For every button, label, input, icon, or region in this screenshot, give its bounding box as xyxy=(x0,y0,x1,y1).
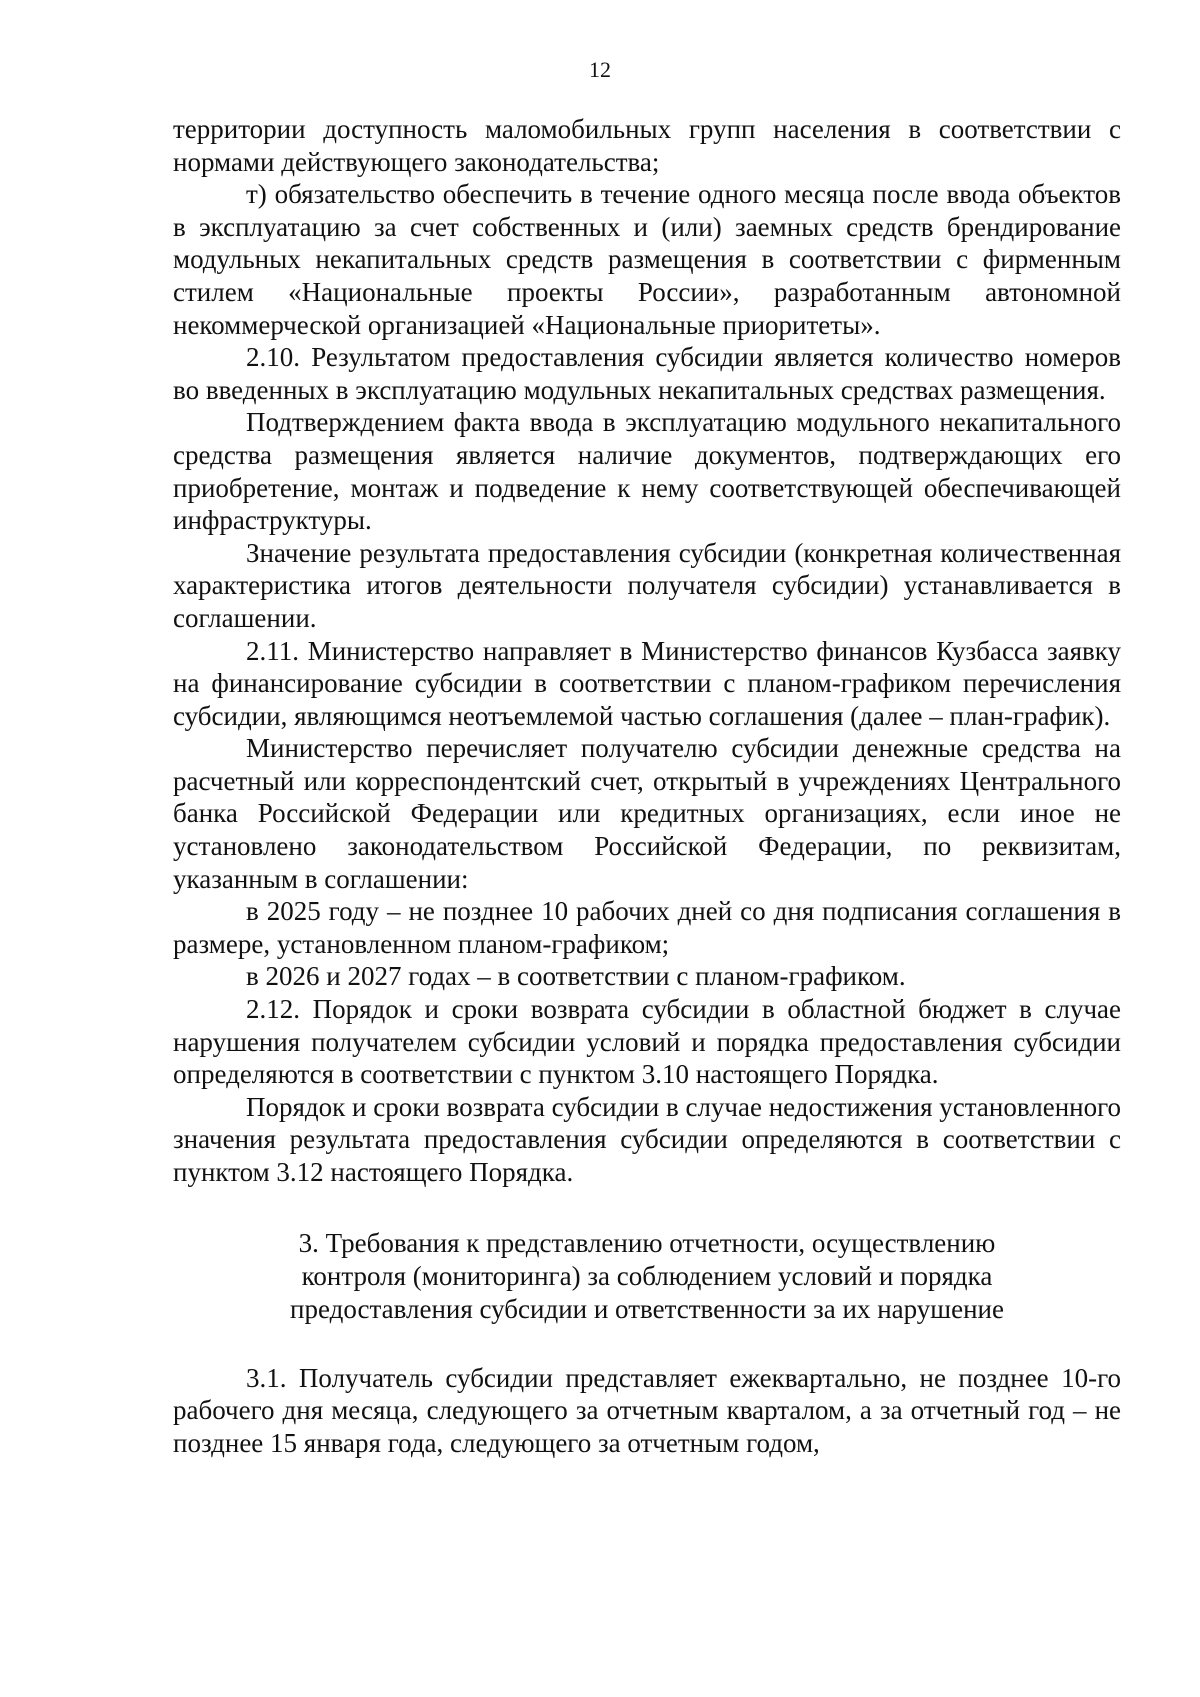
page-number: 12 xyxy=(589,57,611,82)
paragraph: Подтверждением факта ввода в эксплуатацию модульного некапитального средства размещения является наличие документов, подтверждающих его приобретение, монтаж и подведение к нему соответствующей обеспечивающей инфраструктуры. xyxy=(173,407,1121,536)
paragraph: в 2025 году – не позднее 10 рабочих дней со дня подписания соглашения в размере, установленном планом-графиком; xyxy=(173,896,1121,959)
section-heading-line: предоставления субсидии и ответственности за их нарушение xyxy=(290,1293,1004,1324)
paragraph: в 2026 и 2027 годах – в соответствии с планом-графиком. xyxy=(246,961,906,992)
document-body xyxy=(173,113,1121,1459)
section-heading-line: 3. Требования к представлению отчетности, осуществлению xyxy=(298,1227,996,1258)
section-heading xyxy=(173,1227,1121,1326)
section-heading-line: контроля (мониторинга) за соблюдением условий и порядка xyxy=(301,1260,993,1291)
paragraph: 3.1. Получатель субсидии представляет ежеквартально, не позднее 10-го рабочего дня месяца, следующего за отчетным кварталом, а за отчетный год – не позднее 15 января года, следующего за отчетным годом, xyxy=(173,1362,1121,1458)
paragraph: Значение результата предоставления субсидии (конкретная количественная характеристика итогов деятельности получателя субсидии) устанавливается в соглашении. xyxy=(173,537,1121,633)
paragraph: 2.11. Министерство направляет в Министерство финансов Кузбасса заявку на финансирование субсидии в соответствии с планом-графиком перечисления субсидии, являющимся неотъемлемой частью соглашения (далее – план-график). xyxy=(173,635,1121,731)
paragraph: т) обязательство обеспечить в течение одного месяца после ввода объектов в эксплуатацию за счет собственных и (или) заемных средств брендирование модульных некапитальных средств размещения в соответствии с фирменным стилем «Национальные проекты России», разработанным автономной некоммерческой организацией «Национальные приоритеты». xyxy=(173,179,1121,340)
paragraph: Порядок и сроки возврата субсидии в случае недостижения установленного значения результата предоставления субсидии определяются в соответствии с пунктом 3.12 настоящего Порядка. xyxy=(173,1091,1121,1187)
paragraph: 2.10. Результатом предоставления субсидии является количество номеров во введенных в эксплуатацию модульных некапитальных средствах размещения. xyxy=(173,342,1121,405)
paragraph: территории доступность маломобильных групп населения в соответствии с нормами действующего законодательства; xyxy=(173,114,1121,177)
paragraph: Министерство перечисляет получателю субсидии денежные средства на расчетный или корреспондентский счет, открытый в учреждениях Центрального банка Российской Федерации или кредитных организациях, если иное не установлено законодательством Российской Федерации, по реквизитам, указанным в соглашении: xyxy=(173,733,1121,894)
paragraph: 2.12. Порядок и сроки возврата субсидии в областной бюджет в случае нарушения получателем субсидии условий и порядка предоставления субсидии определяются в соответствии с пунктом 3.10 настоящего Порядка. xyxy=(173,994,1121,1090)
